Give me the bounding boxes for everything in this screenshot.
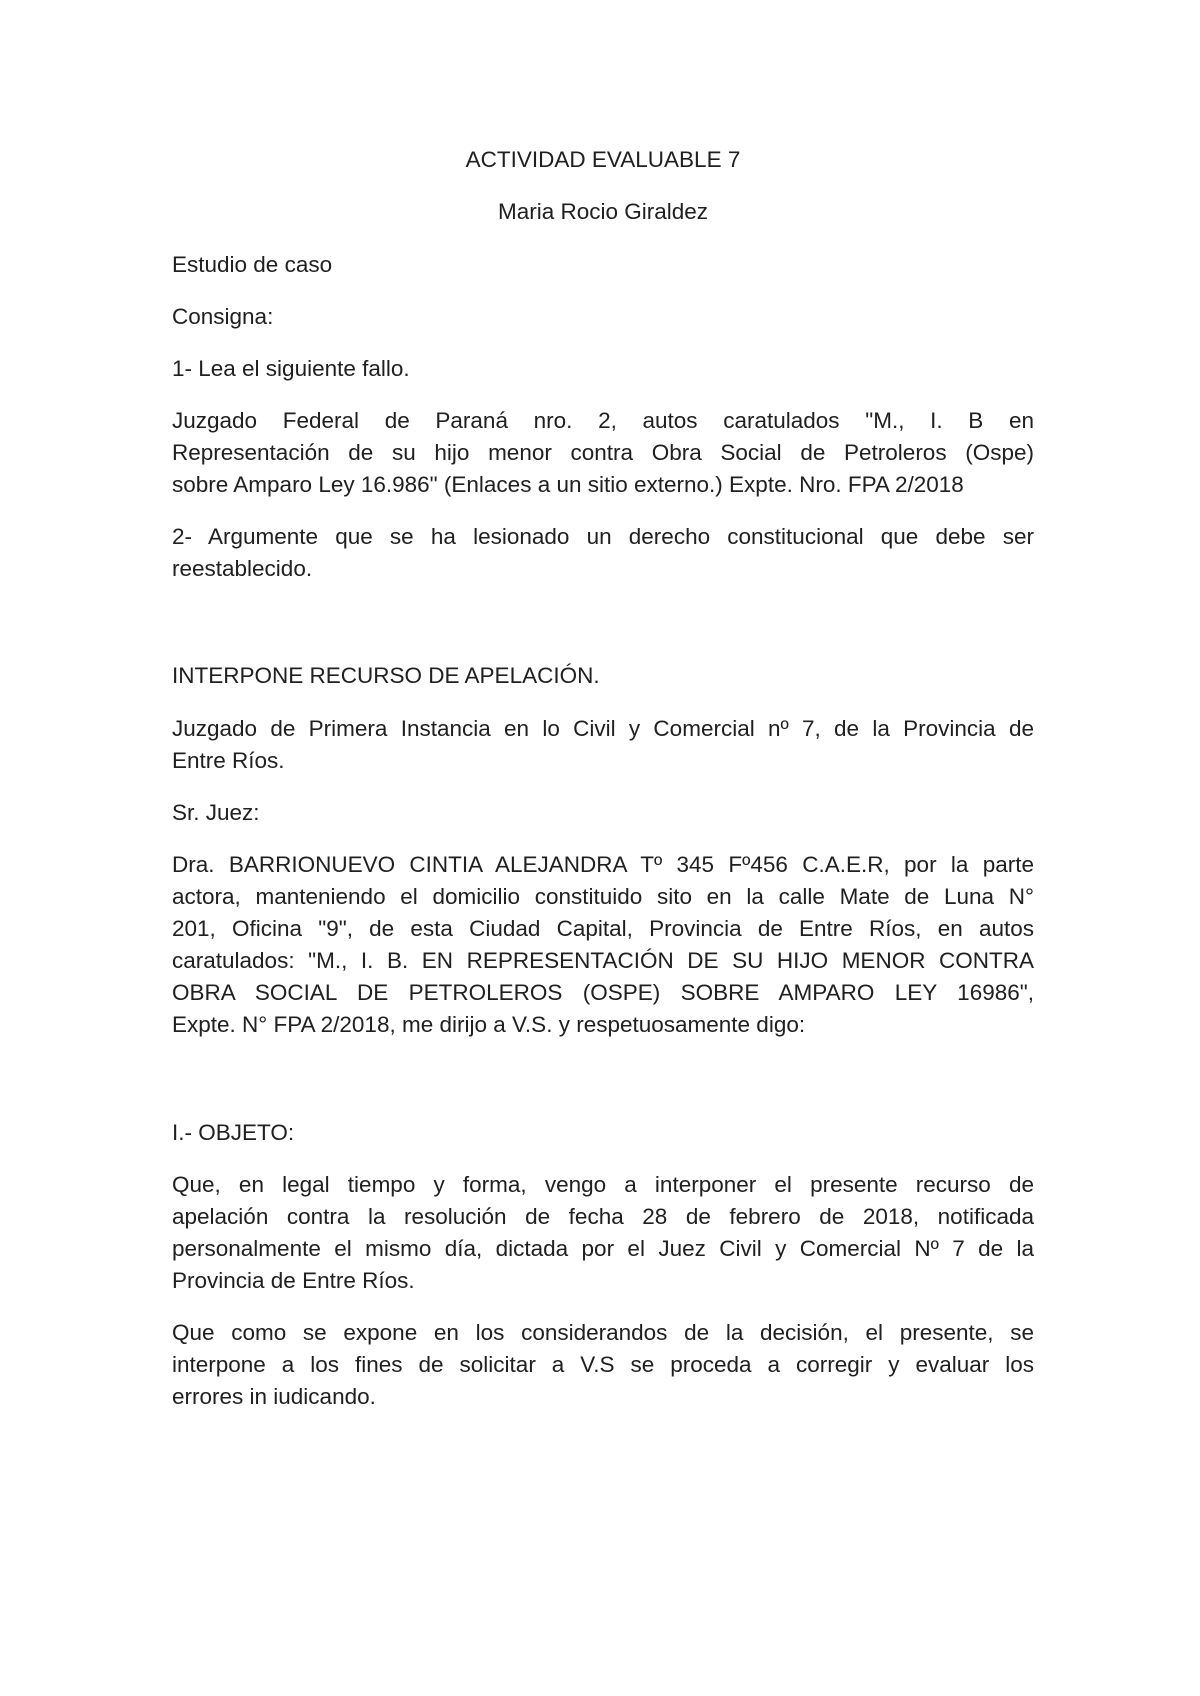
court-paragraph	[172, 713, 1034, 777]
appeal-heading: INTERPONE RECURSO DE APELACIÓN.	[172, 663, 600, 688]
paragraph-line: caratulados: "M., I. B. EN REPRESENTACIÓN DE SU HIJO MENOR CONTRA	[172, 948, 1034, 973]
paragraph-line: 2- Argumente que se ha lesionado un derecho constitucional que debe ser	[172, 524, 1034, 549]
step-1: 1- Lea el siguiente fallo.	[172, 356, 410, 381]
paragraph-line: apelación contra la resolución de fecha 28 de febrero de 2018, notificada	[172, 1204, 1034, 1229]
paragraph-line: interpone a los fines de solicitar a V.S se proceda a corregir y evaluar los	[172, 1352, 1034, 1377]
paragraph-line: Representación de su hijo menor contra Obra Social de Petroleros (Ospe)	[172, 440, 1034, 465]
paragraph-line: personalmente el mismo día, dictada por el Juez Civil y Comercial Nº 7 de la	[172, 1236, 1034, 1261]
paragraph-line: sobre Amparo Ley 16.986" (Enlaces a un sitio externo.) Expte. Nro. FPA 2/2018	[172, 472, 964, 497]
paragraph-line: errores in iudicando.	[172, 1384, 376, 1409]
paragraph-line: Provincia de Entre Ríos.	[172, 1268, 415, 1293]
paragraph-line: reestablecido.	[172, 556, 313, 581]
author-name: Maria Rocio Giraldez	[497, 199, 709, 224]
intro-paragraph	[172, 849, 1034, 1041]
step-2-paragraph	[172, 521, 1034, 585]
paragraph-line: OBRA SOCIAL DE PETROLEROS (OSPE) SOBRE AMPARO LEY 16986",	[172, 980, 1034, 1005]
paragraph-line: Dra. BARRIONUEVO CINTIA ALEJANDRA Tº 345 Fº456 C.A.E.R, por la parte	[172, 852, 1034, 877]
grounds-paragraph	[172, 1317, 1034, 1413]
paragraph-line: Que como se expone en los considerandos de la decisión, el presente, se	[172, 1320, 1034, 1345]
case-reference-paragraph	[172, 405, 1034, 501]
page-title: ACTIVIDAD EVALUABLE 7	[465, 147, 741, 172]
object-heading: I.- OBJETO:	[172, 1120, 295, 1145]
consigna-label: Consigna:	[172, 304, 274, 329]
section-label: Estudio de caso	[172, 252, 333, 277]
paragraph-line: 201, Oficina "9", de esta Ciudad Capital, Provincia de Entre Ríos, en autos	[172, 916, 1034, 941]
salutation: Sr. Juez:	[172, 800, 260, 825]
paragraph-line: Que, en legal tiempo y forma, vengo a interponer el presente recurso de	[172, 1172, 1034, 1197]
paragraph-line: actora, manteniendo el domicilio constituido sito en la calle Mate de Luna N°	[172, 884, 1034, 909]
object-paragraph	[172, 1169, 1034, 1297]
paragraph-line: Expte. N° FPA 2/2018, me dirijo a V.S. y respetuosamente digo:	[172, 1012, 806, 1037]
paragraph-line: Entre Ríos.	[172, 748, 285, 773]
paragraph-line: Juzgado Federal de Paraná nro. 2, autos caratulados "M., I. B en	[172, 408, 1034, 433]
paragraph-line: Juzgado de Primera Instancia en lo Civil y Comercial nº 7, de la Provincia de	[172, 716, 1034, 741]
